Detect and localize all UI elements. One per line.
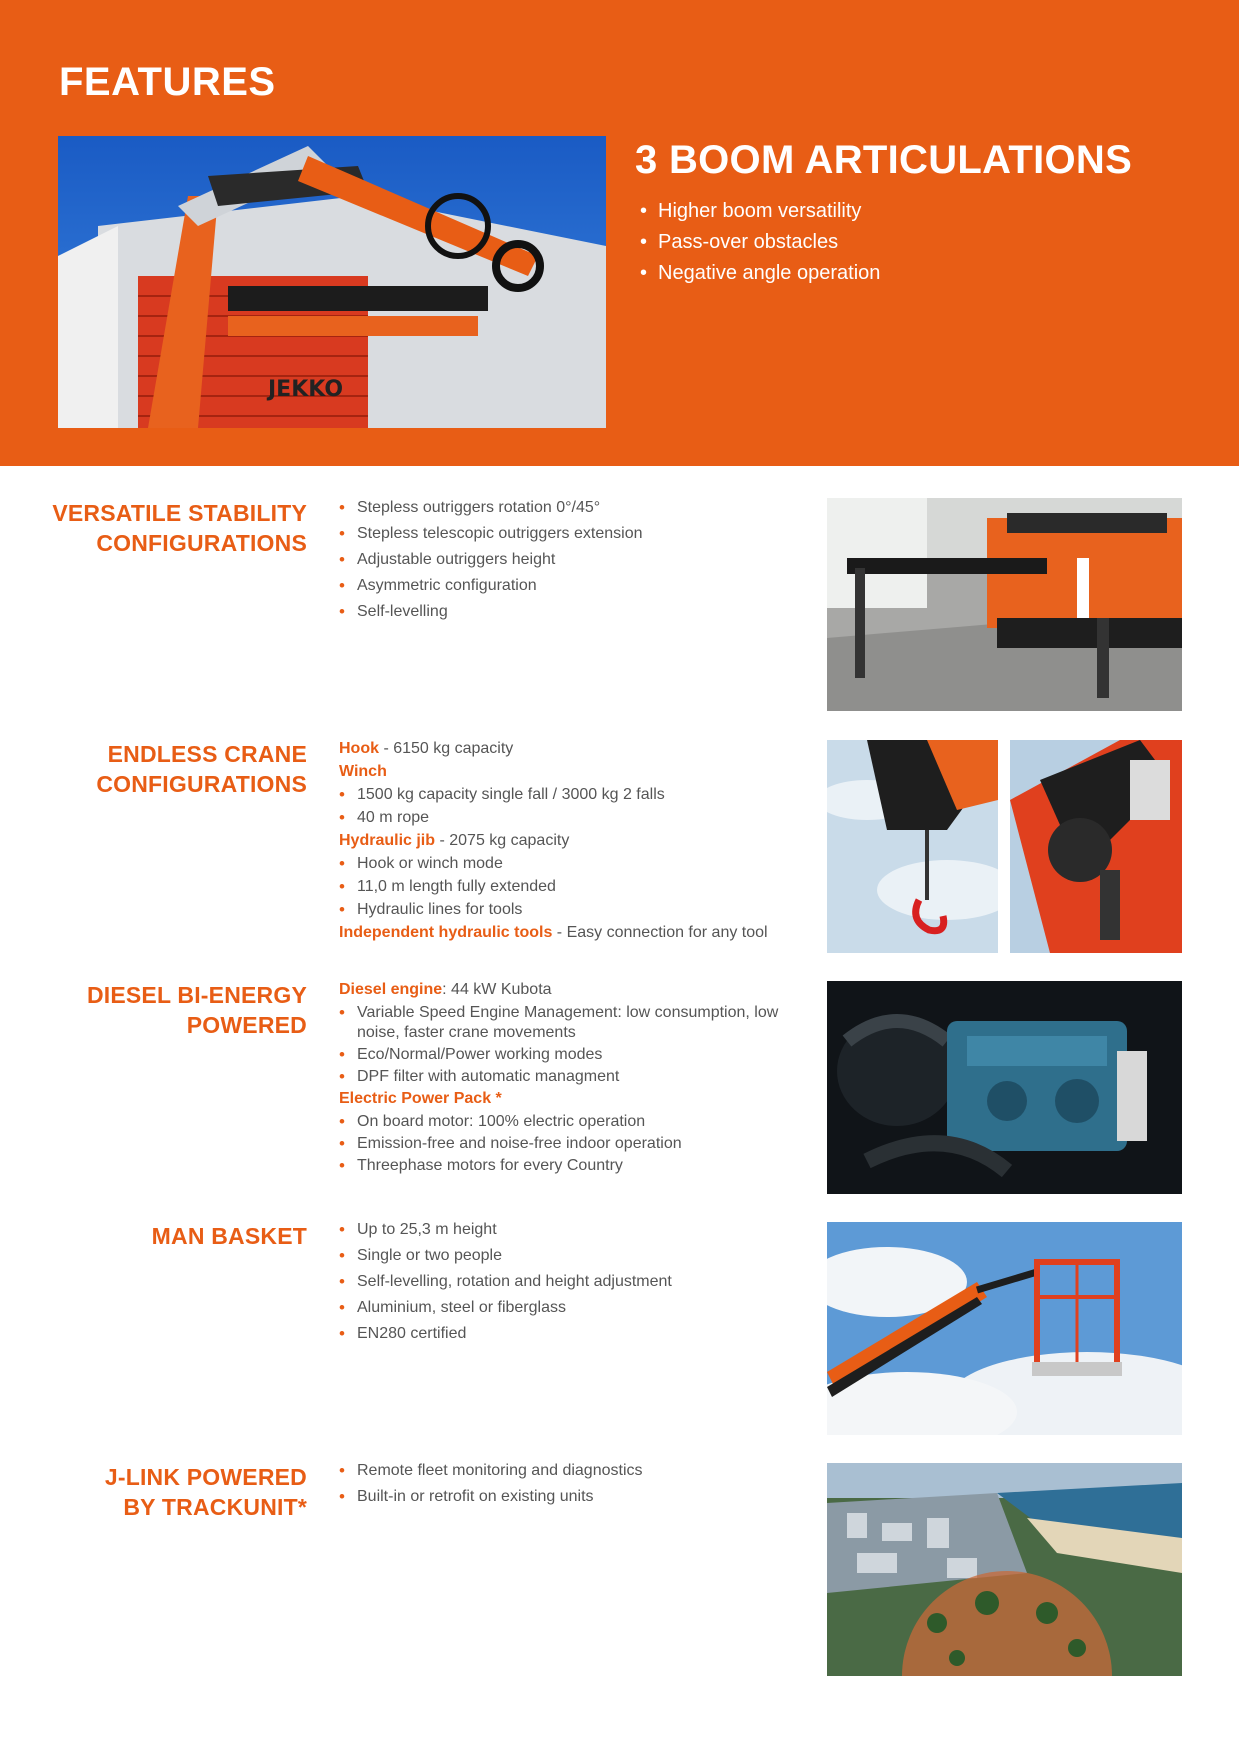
list-item: • Built-in or retrofit on existing units bbox=[339, 1487, 809, 1507]
section-title-diesel: DIESEL BI-ENERGY POWERED bbox=[86, 982, 307, 1038]
man-basket-photo bbox=[827, 1222, 1182, 1435]
hook-photo bbox=[827, 740, 998, 953]
diesel-content: Diesel engine: 44 kW Kubota • Variable Speed Engine Management: low consumption, low noise, faster crane movements • Eco/Normal/Power working modes • DPF filter with automatic managment Electric Power Pack * • On board motor: 100% electric operation • Emission-free and noise-free indoor operation • Threephase motors for every Country bbox=[339, 980, 809, 1178]
list-item: • Asymmetric configuration bbox=[339, 576, 809, 596]
jib-label: Hydraulic jib bbox=[339, 832, 436, 849]
crane-content: Hook - 6150 kg capacity Winch • 1500 kg capacity single fall / 3000 kg 2 falls • 40 m rope Hydraulic jib - 2075 kg capacity • Hook or winch mode • 11,0 m length fully extended • Hydraulic lines for tools Independent hydraulic tools - Easy connection for any tool bbox=[339, 739, 809, 943]
boom-features-list bbox=[640, 196, 880, 289]
winch-label: Winch bbox=[339, 763, 387, 780]
hero-logo-text: JEKKO bbox=[268, 377, 344, 402]
outriggers-photo bbox=[827, 498, 1182, 711]
list-item: • 1500 kg capacity single fall / 3000 kg 2 falls bbox=[339, 785, 809, 805]
boom-articulations-title: 3 BOOM ARTICULATIONS bbox=[635, 138, 1133, 182]
list-item: • Stepless outriggers rotation 0°/45° bbox=[339, 498, 809, 518]
page-title: FEATURES bbox=[59, 60, 276, 104]
list-item: • 11,0 m length fully extended bbox=[339, 877, 809, 897]
stability-content bbox=[339, 498, 809, 628]
list-item: • Pass-over obstacles bbox=[640, 227, 880, 258]
engine-label: Diesel engine bbox=[339, 981, 443, 998]
list-item: • 40 m rope bbox=[339, 808, 809, 828]
list-item: • Stepless telescopic outriggers extension bbox=[339, 524, 809, 544]
list-item: • Threephase motors for every Country bbox=[339, 1156, 809, 1176]
list-item: • Single or two people bbox=[339, 1246, 809, 1266]
section-title-stability: VERSATILE STABILITY CONFIGURATIONS bbox=[52, 500, 307, 556]
list-item: • Negative angle operation bbox=[640, 258, 880, 289]
hero-crane-photo bbox=[58, 136, 606, 428]
list-item: • Adjustable outriggers height bbox=[339, 550, 809, 570]
list-item: • Aluminium, steel or fiberglass bbox=[339, 1298, 809, 1318]
list-item: • Hydraulic lines for tools bbox=[339, 900, 809, 920]
list-item: • Emission-free and noise-free indoor operation bbox=[339, 1134, 809, 1154]
list-item: • Eco/Normal/Power working modes bbox=[339, 1045, 809, 1065]
section-title-jlink: J-LINK POWERED BY TRACKUNIT* bbox=[104, 1464, 307, 1520]
trackunit-map-photo bbox=[827, 1463, 1182, 1676]
list-item: • Higher boom versatility bbox=[640, 196, 880, 227]
basket-content bbox=[339, 1220, 809, 1350]
hook-label: Hook bbox=[339, 740, 379, 757]
section-title-crane: ENDLESS CRANE CONFIGURATIONS bbox=[96, 741, 307, 797]
tools-label: Independent hydraulic tools bbox=[339, 924, 553, 941]
list-item: • Hook or winch mode bbox=[339, 854, 809, 874]
list-item: • DPF filter with automatic managment bbox=[339, 1067, 809, 1087]
list-item: • Self-levelling bbox=[339, 602, 809, 622]
list-item: • Self-levelling, rotation and height adjustment bbox=[339, 1272, 809, 1292]
hydraulic-jib-photo bbox=[1010, 740, 1182, 953]
power-pack-label: Electric Power Pack * bbox=[339, 1090, 502, 1107]
list-item: • Remote fleet monitoring and diagnostics bbox=[339, 1461, 809, 1481]
engine-photo bbox=[827, 981, 1182, 1194]
jlink-content bbox=[339, 1461, 809, 1513]
section-title-basket: MAN BASKET bbox=[151, 1223, 307, 1249]
list-item: • On board motor: 100% electric operation bbox=[339, 1112, 809, 1132]
list-item: • EN280 certified bbox=[339, 1324, 809, 1344]
list-item: • Up to 25,3 m height bbox=[339, 1220, 809, 1240]
list-item: • Variable Speed Engine Management: low consumption, low noise, faster crane movements bbox=[339, 1003, 799, 1043]
